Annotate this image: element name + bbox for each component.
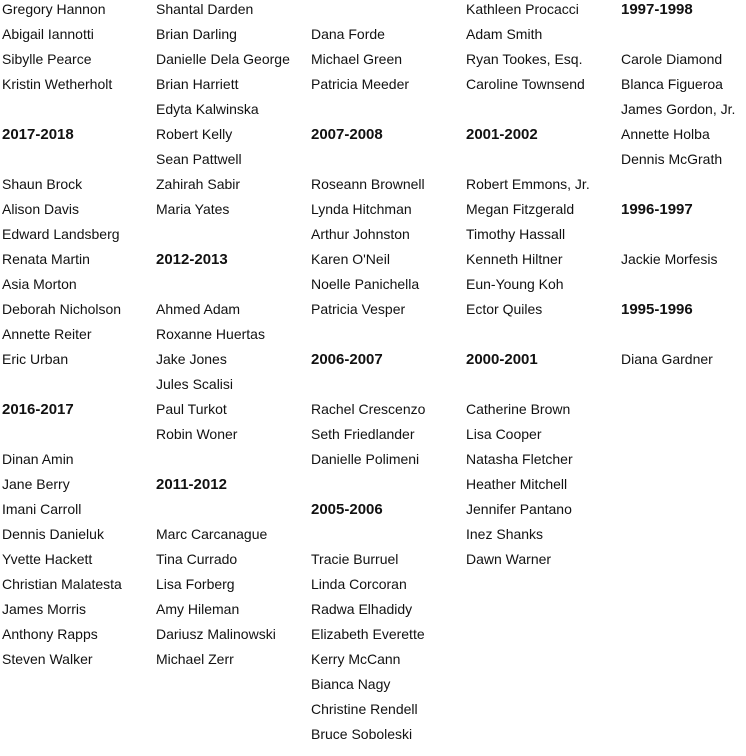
member-name: Catherine Brown [466,401,571,417]
member-name: Anthony Rapps [2,626,98,642]
spacer [156,272,311,297]
year-heading: 1996-1997 [621,201,693,218]
spacer [311,147,466,172]
member-name: Bruce Soboleski [311,726,413,742]
year-heading: 2000-2001 [466,351,538,368]
member-name: Shantal Darden [156,1,254,17]
member-name: Heather Mitchell [466,476,568,492]
member-name: Timothy Hassall [466,226,566,242]
member-name: Dariusz Malinowski [156,626,276,642]
year-heading: 2005-2006 [311,501,383,518]
member-name: Lisa Forberg [156,576,235,592]
spacer [621,22,746,47]
year-heading: 2007-2008 [311,126,383,143]
member-name: Robert Kelly [156,126,233,142]
year-heading: 2016-2017 [2,401,74,418]
member-name: Eric Urban [2,351,69,367]
spacer [156,222,311,247]
member-name: Kristin Wetherholt [2,76,113,92]
member-name: Radwa Elhadidy [311,601,413,617]
spacer [311,322,466,347]
member-name: Abigail Iannotti [2,26,94,42]
member-name: Karen O'Neil [311,251,390,267]
member-name: Caroline Townsend [466,76,585,92]
member-name: Gregory Hannon [2,1,106,17]
year-heading: 2017-2018 [2,126,74,143]
member-name: Edyta Kalwinska [156,101,259,117]
spacer [466,97,621,122]
year-heading: 2001-2002 [466,126,538,143]
member-name: Megan Fitzgerald [466,201,575,217]
spacer [466,147,621,172]
member-name: Lisa Cooper [466,426,542,442]
member-name: Jules Scalisi [156,376,234,392]
member-name: Dana Forde [311,26,385,42]
spacer [2,422,157,447]
member-name: Danielle Polimeni [311,451,420,467]
member-name: Yvette Hackett [2,551,93,567]
member-name: Jake Jones [156,351,227,367]
spacer [621,222,746,247]
member-name: Patricia Vesper [311,301,406,317]
column-2 [156,0,311,672]
spacer [156,497,311,522]
member-name: Steven Walker [2,651,93,667]
member-name: Ahmed Adam [156,301,241,317]
member-name: Noelle Panichella [311,276,420,292]
column-1 [2,0,157,672]
member-name: Carole Diamond [621,51,723,67]
member-name: Patricia Meeder [311,76,410,92]
member-name: Blanca Figueroa [621,76,723,92]
spacer [466,372,621,397]
member-name: Kathleen Procacci [466,1,579,17]
member-name: Inez Shanks [466,526,544,542]
member-name: Deborah Nicholson [2,301,122,317]
member-name: Diana Gardner [621,351,713,367]
member-name: Dawn Warner [466,551,552,567]
spacer [311,522,466,547]
column-5 [621,0,746,372]
member-name: Annette Holba [621,126,710,142]
member-name: Zahirah Sabir [156,176,241,192]
member-name: Ector Quiles [466,301,543,317]
member-name: Sean Pattwell [156,151,242,167]
spacer [311,372,466,397]
member-name: Natasha Fletcher [466,451,573,467]
spacer [156,447,311,472]
member-name: Brian Harriett [156,76,239,92]
member-name: Danielle Dela George [156,51,290,67]
member-name: Christian Malatesta [2,576,122,592]
spacer [621,322,746,347]
member-name: Tina Currado [156,551,238,567]
member-name: Dinan Amin [2,451,74,467]
member-name: Michael Green [311,51,403,67]
year-heading: 1995-1996 [621,301,693,318]
member-name: Jane Berry [2,476,70,492]
member-name: Christine Rendell [311,701,418,717]
member-name: Paul Turkot [156,401,227,417]
member-name: Annette Reiter [2,326,92,342]
member-name: Amy Hileman [156,601,240,617]
member-name: Michael Zerr [156,651,234,667]
member-name: Kerry McCann [311,651,401,667]
spacer [2,372,157,397]
member-name: Kenneth Hiltner [466,251,563,267]
member-name: Ryan Tookes, Esq. [466,51,583,67]
member-name: Brian Darling [156,26,237,42]
year-heading: 2006-2007 [311,351,383,368]
member-name: Rachel Crescenzo [311,401,426,417]
column-4 [466,0,621,572]
member-name: Arthur Johnston [311,226,410,242]
member-name: Renata Martin [2,251,90,267]
member-name: Elizabeth Everette [311,626,425,642]
member-name: James Gordon, Jr. [621,101,736,117]
member-name: Imani Carroll [2,501,82,517]
member-name: Sibylle Pearce [2,51,92,67]
member-name: Shaun Brock [2,176,83,192]
spacer [311,0,466,22]
member-name: Seth Friedlander [311,426,415,442]
member-name: James Morris [2,601,87,617]
member-name: Roxanne Huertas [156,326,265,342]
member-name: Lynda Hitchman [311,201,412,217]
member-name: Tracie Burruel [311,551,399,567]
member-name: Edward Landsberg [2,226,120,242]
member-name: Dennis Danieluk [2,526,104,542]
member-name: Bianca Nagy [311,676,391,692]
member-name: Robin Woner [156,426,238,442]
spacer [311,472,466,497]
spacer [466,322,621,347]
member-name: Alison Davis [2,201,80,217]
member-name: Eun-Young Koh [466,276,564,292]
member-name: Linda Corcoran [311,576,407,592]
member-name: Jennifer Pantano [466,501,572,517]
member-name: Asia Morton [2,276,77,292]
member-name: Roseann Brownell [311,176,425,192]
column-3 [311,0,466,747]
spacer [2,147,157,172]
year-heading: 2012-2013 [156,251,228,268]
spacer [621,172,746,197]
member-name: Dennis McGrath [621,151,723,167]
spacer [621,272,746,297]
spacer [311,97,466,122]
year-heading: 2011-2012 [156,476,227,493]
member-name: Adam Smith [466,26,543,42]
member-name: Robert Emmons, Jr. [466,176,590,192]
member-name: Marc Carcanague [156,526,268,542]
member-name: Jackie Morfesis [621,251,718,267]
spacer [2,97,157,122]
member-name: Maria Yates [156,201,230,217]
year-heading: 1997-1998 [621,1,693,18]
